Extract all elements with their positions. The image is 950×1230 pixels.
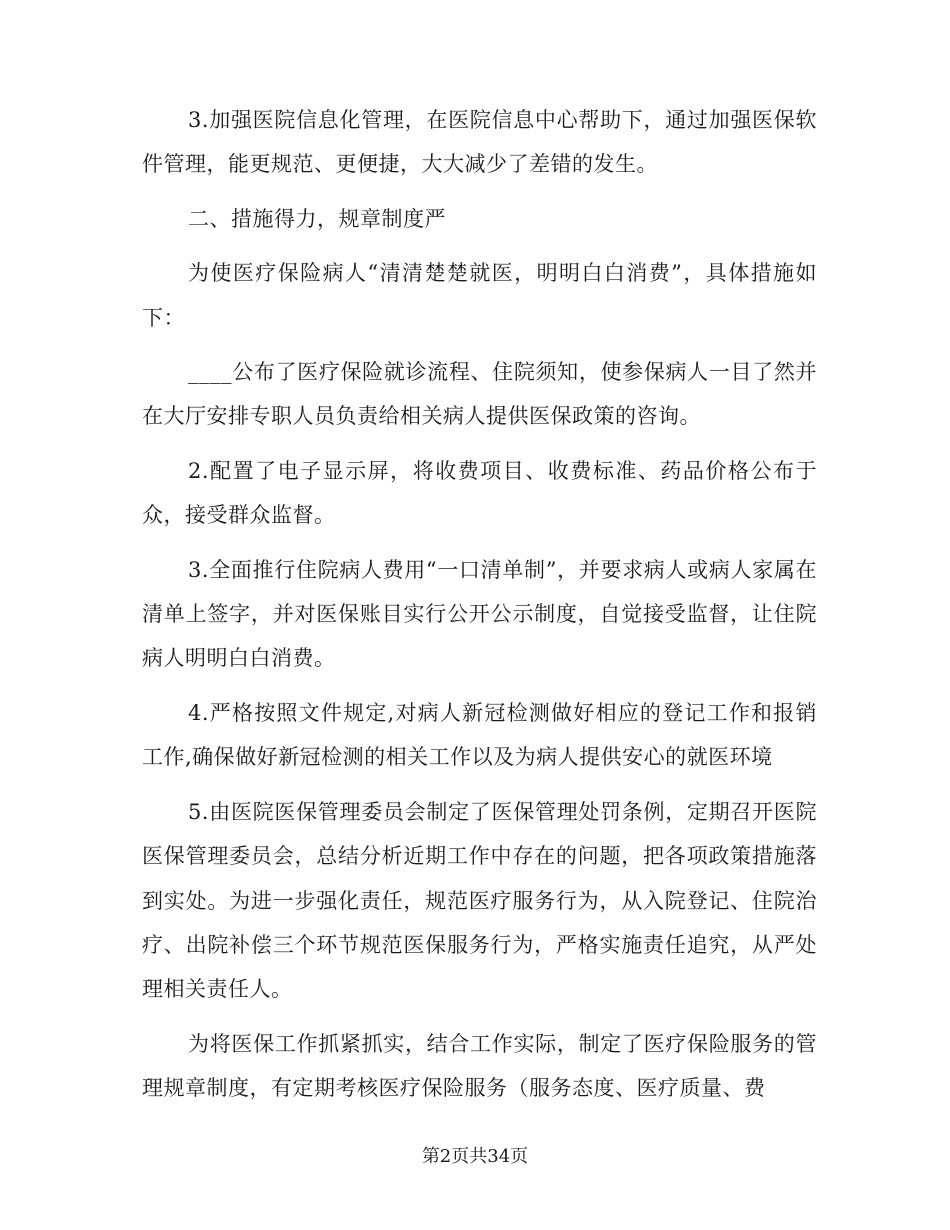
- paragraph-measures-intro: 为使医疗保险病人“清清楚楚就医，明明白白消费”，具体措施如下：: [142, 261, 817, 330]
- document-body: [142, 98, 817, 1121]
- paragraph-management-committee: 5.由医院医保管理委员会制定了医保管理处罚条例，定期召开医院医保管理委员会，总结分析近期工作中存在的问题，把各项政策措施落到实处。为进一步强化责任，规范医疗服务行为，从入院登记、住院治疗、出院补偿三个环节规范医保服务行为，严格实施责任追究，从严处理相关责任人。: [142, 799, 817, 1002]
- section-heading-measures: 二、措施得力，规章制度严: [188, 206, 446, 231]
- paragraph-display-screen: 2.配置了电子显示屏，将收费项目、收费标准、药品价格公布于众，接受群众监督。: [142, 458, 817, 528]
- paragraph-itemized-bill: 3.全面推行住院病人费用“一口清单制”，并要求病人或病人家属在清单上签字，并对医保账目实行公开公示制度，自觉接受监督，让住院病人明明白白消费。: [142, 557, 817, 671]
- paragraph-covid-testing: 4.严格按照文件规定,对病人新冠检测做好相应的登记工作和报销工作,确保做好新冠检测的相关工作以及为病人提供安心的就医环境: [142, 700, 817, 770]
- paragraph-process-published: ____公布了医疗保险就诊流程、住院须知，使参保病人一目了然并在大厅安排专职人员负责给相关病人提供医保政策的咨询。: [142, 360, 817, 429]
- paragraph-his-management: 3.加强医院信息化管理，在医院信息中心帮助下，通过加强医保软件管理，能更规范、更便捷，大大减少了差错的发生。: [142, 108, 817, 177]
- page-number-footer: 第2页共34页: [421, 1146, 529, 1167]
- paragraph-rules-system: 为将医保工作抓紧抓实，结合工作实际，制定了医疗保险服务的管理规章制度，有定期考核医疗保险服务（服务态度、医疗质量、费: [142, 1031, 817, 1101]
